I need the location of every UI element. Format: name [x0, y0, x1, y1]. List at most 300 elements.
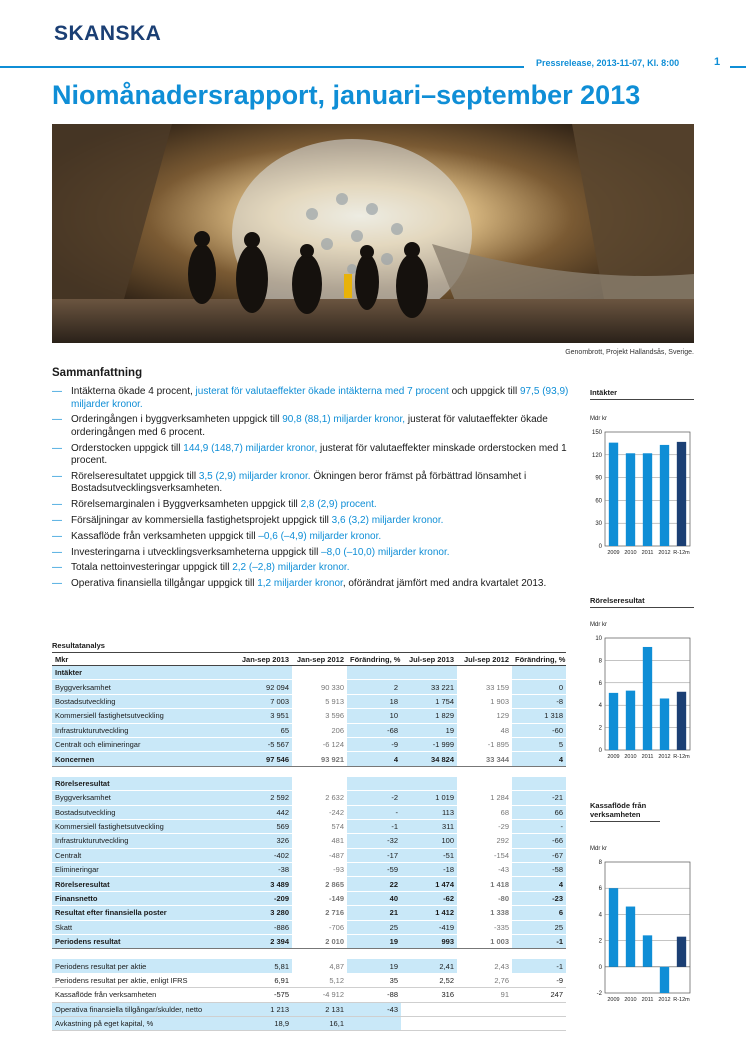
table-cell [52, 766, 236, 776]
table-row [52, 694, 566, 708]
bullet-text: Orderstocken uppgick till [71, 442, 184, 454]
bullet-text: Operativa finansiella tillgångar uppgick till [71, 578, 258, 590]
table-cell: Koncernen [52, 752, 236, 766]
x-tick-label: 2012 [658, 997, 671, 1002]
table-cell [512, 766, 566, 776]
y-tick-label: 30 [595, 521, 602, 528]
table-cell: 326 [236, 834, 292, 848]
table-row [52, 973, 566, 987]
table-cell: 1 003 [457, 935, 512, 949]
tunnel-photo-illustration [52, 124, 694, 343]
table-cell: 4 [512, 752, 566, 766]
table-cell: 3 489 [236, 877, 292, 891]
table-cell: -58 [512, 863, 566, 877]
table-cell [401, 776, 457, 790]
table-cell: 92 094 [236, 680, 292, 694]
chart-title: Intäkter [590, 388, 694, 400]
table-cell: Bostadsutveckling [52, 805, 236, 819]
table-cell [292, 766, 347, 776]
x-tick-label: 2012 [658, 754, 671, 760]
summary-bullet [52, 547, 572, 560]
table-cell: 91 [457, 988, 512, 1002]
x-tick-label: R-12m [673, 997, 690, 1002]
operating-income-chart-plot [590, 608, 694, 763]
table-cell: 5,81 [236, 959, 292, 973]
x-tick-label: 2010 [624, 550, 637, 556]
table-cell: 21 [347, 906, 401, 920]
table-cell: 19 [401, 723, 457, 737]
table-cell [457, 776, 512, 790]
table-cell: -18 [401, 863, 457, 877]
summary-bullet [52, 578, 572, 591]
x-tick-label: 2009 [607, 997, 620, 1002]
table-cell [512, 666, 566, 680]
table-cell: Bostadsutveckling [52, 694, 236, 708]
table-cell [52, 949, 236, 959]
table-cell: 1 829 [401, 709, 457, 723]
table-title: Resultatanalys [52, 641, 105, 650]
y-tick-label: 150 [591, 430, 602, 436]
chart-bar [677, 692, 686, 750]
table-cell: 90 330 [292, 680, 347, 694]
table-cell: 3 951 [236, 709, 292, 723]
table-cell: 2,76 [457, 973, 512, 987]
table-cell: Elimineringar [52, 863, 236, 877]
table-cell: 4 [512, 877, 566, 891]
table-cell: Operativa finansiella tillgångar/skulder, netto [52, 1002, 236, 1016]
table-row [52, 935, 566, 949]
summary-heading: Sammanfattning [52, 367, 143, 379]
table-cell: 2 131 [292, 1002, 347, 1016]
x-tick-label: 2011 [641, 997, 654, 1002]
table-row [52, 805, 566, 819]
table-cell: 66 [512, 805, 566, 819]
table-cell: Rörelseresultat [52, 877, 236, 891]
column-header: Förändring, % [512, 653, 566, 666]
table-cell: 19 [347, 935, 401, 949]
table-cell: 1 418 [457, 877, 512, 891]
table-cell: Rörelseresultat [52, 776, 236, 790]
table-row [52, 680, 566, 694]
table-cell [457, 666, 512, 680]
bullet-text: Kassaflöde från verksamheten uppgick till [71, 530, 259, 542]
header-rule-right [730, 66, 746, 68]
bullet-dash-icon: — [52, 386, 62, 397]
table-cell: 97 546 [236, 752, 292, 766]
table-cell: 316 [401, 988, 457, 1002]
table-cell [292, 776, 347, 790]
chart-bar [609, 888, 618, 967]
summary-bullet [52, 562, 572, 575]
chart-bar [609, 693, 618, 750]
table-cell: 33 221 [401, 680, 457, 694]
bullet-dash-icon: — [52, 530, 62, 542]
y-axis-label: Mdr kr [590, 846, 607, 852]
table-cell: -51 [401, 848, 457, 862]
chart-bar [677, 937, 686, 967]
table-cell: 2 632 [292, 791, 347, 805]
table-cell: Skatt [52, 920, 236, 934]
chart-bar [643, 647, 652, 750]
table-row [52, 791, 566, 805]
table-cell: 33 159 [457, 680, 512, 694]
table-cell: Byggverksamhet [52, 680, 236, 694]
bullet-dash-icon: — [52, 562, 62, 574]
bullet-highlight: 3,5 (2,9) miljarder kronor. [198, 470, 311, 482]
photo-caption: Genombrott, Projekt Hallandsås, Sverige. [565, 349, 694, 356]
table-cell: -6 124 [292, 737, 347, 751]
table-cell: Periodens resultat per aktie, enligt IFRS [52, 973, 236, 987]
operating-income-chart [590, 596, 694, 763]
bullet-text: justerat för valutaeffekter minskade orderstocken med 1 procent. [71, 442, 567, 467]
chart-bar [660, 445, 669, 546]
table-cell: 1 474 [401, 877, 457, 891]
bullet-text: Ökningen beror främst på förbättrad lönsamhet i Bostadsutvecklingsverksamheten. [71, 470, 527, 495]
table-cell: 569 [236, 819, 292, 833]
chart-title: Kassaflöde från verksamheten [590, 801, 660, 822]
table-cell: 100 [401, 834, 457, 848]
revenue-chart-plot [590, 400, 694, 560]
table-cell: 1 213 [236, 1002, 292, 1016]
bullet-highlight: justerat för valutaeffekter ökade intäkterna med 7 procent [195, 386, 449, 397]
table-cell: 292 [457, 834, 512, 848]
table-cell: 1 318 [512, 709, 566, 723]
table-cell: 5 913 [292, 694, 347, 708]
y-axis-label: Mdr kr [590, 416, 607, 422]
page-title: Niomånadersrapport, januari–september 2013 [52, 80, 641, 110]
table-row [52, 949, 566, 959]
table-cell: 5 [512, 737, 566, 751]
table-cell [457, 1002, 512, 1016]
bullet-highlight: 144,9 (148,7) miljarder kronor, [183, 442, 318, 454]
table-cell: 2 010 [292, 935, 347, 949]
table-cell: - [512, 819, 566, 833]
table-cell: -575 [236, 988, 292, 1002]
table-cell: -80 [457, 891, 512, 905]
table-cell: -67 [512, 848, 566, 862]
x-tick-label: R-12m [673, 550, 690, 556]
table-cell: -66 [512, 834, 566, 848]
bullet-dash-icon: — [52, 470, 62, 482]
summary-bullet [52, 471, 572, 496]
cash-flow-chart-plot [590, 822, 694, 1002]
chart-bar [677, 442, 686, 546]
table-cell: - [347, 805, 401, 819]
table-cell: Kommersiell fastighetsutveckling [52, 819, 236, 833]
bullet-text: och uppgick till [448, 386, 520, 397]
table-cell [292, 949, 347, 959]
y-tick-label: 6 [598, 886, 602, 893]
table-cell: -9 [347, 737, 401, 751]
table-cell: Centralt och elimineringar [52, 737, 236, 751]
table-cell: 4,87 [292, 959, 347, 973]
summary-bullet [52, 386, 572, 411]
table-cell: 1 338 [457, 906, 512, 920]
y-tick-label: 0 [598, 544, 602, 550]
chart-bar [626, 691, 635, 750]
chart-bar [609, 443, 618, 546]
table-cell: Avkastning på eget kapital, % [52, 1016, 236, 1030]
table-cell [512, 776, 566, 790]
table-row [52, 920, 566, 934]
table-cell: Finansnetto [52, 891, 236, 905]
y-axis-label: Mdr kr [590, 622, 607, 628]
table-row [52, 834, 566, 848]
table-cell: 6,91 [236, 973, 292, 987]
bullet-dash-icon: — [52, 499, 62, 511]
table-row [52, 766, 566, 776]
table-cell: -9 [512, 973, 566, 987]
bullet-text: , oförändrat jämfört med andra kvartalet 2013. [342, 578, 547, 590]
y-tick-label: 90 [595, 475, 602, 482]
summary-list [52, 386, 572, 594]
table-cell [457, 1016, 512, 1030]
table-row [52, 988, 566, 1002]
table-cell: 3 280 [236, 906, 292, 920]
table-cell [401, 766, 457, 776]
table-cell: Infrastrukturutveckling [52, 723, 236, 737]
table-header-row [52, 653, 566, 666]
column-header: Förändring, % [347, 653, 401, 666]
table-cell: -487 [292, 848, 347, 862]
table-cell [236, 949, 292, 959]
table-cell: -23 [512, 891, 566, 905]
table-row [52, 819, 566, 833]
table-cell: 2 865 [292, 877, 347, 891]
table-cell: -1 999 [401, 737, 457, 751]
table-cell: 18 [347, 694, 401, 708]
x-tick-label: 2012 [658, 550, 671, 556]
summary-bullet [52, 499, 572, 512]
table-cell: Centralt [52, 848, 236, 862]
column-header: Jan-sep 2013 [236, 653, 292, 666]
table-cell [512, 1016, 566, 1030]
y-tick-label: 6 [598, 680, 602, 687]
table-row [52, 666, 566, 680]
table-cell: Infrastrukturutveckling [52, 834, 236, 848]
table-cell [347, 666, 401, 680]
table-cell: Byggverksamhet [52, 791, 236, 805]
table-cell: 2,43 [457, 959, 512, 973]
table-cell [512, 949, 566, 959]
chart-title: Rörelseresultat [590, 596, 694, 608]
x-tick-label: 2009 [607, 754, 620, 760]
table-cell [347, 1016, 401, 1030]
table-row [52, 752, 566, 766]
table-row [52, 1002, 566, 1016]
tunnel-photo [52, 124, 694, 343]
table-cell: -149 [292, 891, 347, 905]
bullet-highlight: 1,2 miljarder kronor [257, 578, 343, 590]
table-row [52, 891, 566, 905]
y-tick-label: 120 [591, 452, 602, 459]
table-cell [401, 666, 457, 680]
table-cell: 1 284 [457, 791, 512, 805]
table-cell: 18,9 [236, 1016, 292, 1030]
x-tick-label: 2009 [607, 550, 620, 556]
table-cell: -8 [512, 694, 566, 708]
table-cell: -17 [347, 848, 401, 862]
table-cell: -1 [512, 959, 566, 973]
table-cell: 25 [347, 920, 401, 934]
y-tick-label: 8 [598, 860, 602, 866]
table-cell: Periodens resultat per aktie [52, 959, 236, 973]
x-tick-label: 2011 [641, 550, 654, 556]
table-cell: 1 754 [401, 694, 457, 708]
table-cell: 2 592 [236, 791, 292, 805]
table-cell: 442 [236, 805, 292, 819]
bullet-dash-icon: — [52, 442, 62, 454]
table-cell [457, 949, 512, 959]
table-row [52, 906, 566, 920]
table-cell: -1 [512, 935, 566, 949]
table-cell: 16,1 [292, 1016, 347, 1030]
summary-bullet [52, 414, 572, 439]
table-cell: 19 [347, 959, 401, 973]
y-tick-label: -2 [596, 991, 602, 997]
table-cell [292, 666, 347, 680]
table-cell: 65 [236, 723, 292, 737]
table-cell [401, 1016, 457, 1030]
table-row [52, 1016, 566, 1030]
x-tick-label: 2011 [641, 754, 654, 760]
table-cell: -93 [292, 863, 347, 877]
table-cell: 6 [512, 906, 566, 920]
table-cell: -1 895 [457, 737, 512, 751]
x-tick-label: R-12m [673, 754, 690, 760]
table-cell: -335 [457, 920, 512, 934]
bullet-text: Rörelsemarginalen i Byggverksamheten uppgick till [71, 499, 301, 511]
table-cell: 1 903 [457, 694, 512, 708]
table-cell [512, 1002, 566, 1016]
table-cell [347, 776, 401, 790]
table-cell: -88 [347, 988, 401, 1002]
bullet-text: Intäkterna ökade 4 procent, [71, 386, 196, 397]
x-tick-label: 2010 [624, 997, 637, 1002]
table-cell: 2,41 [401, 959, 457, 973]
table-cell: -242 [292, 805, 347, 819]
table-cell: 206 [292, 723, 347, 737]
page-number: 1 [714, 56, 721, 68]
column-header: Mkr [52, 653, 236, 666]
press-release-meta: Pressrelease, 2013-11-07, Kl. 8:00 [536, 58, 680, 68]
table-cell: 1 412 [401, 906, 457, 920]
bullet-text: justerat för valutaeffekter ökade orderingången med 6 procent. [71, 414, 548, 438]
table-cell: -21 [512, 791, 566, 805]
table-cell: 1 019 [401, 791, 457, 805]
summary-bullet [52, 443, 572, 468]
table-cell: 34 824 [401, 752, 457, 766]
chart-bar [626, 907, 635, 967]
table-cell: Kassaflöde från verksamheten [52, 988, 236, 1002]
table-cell: 2,52 [401, 973, 457, 987]
bullet-highlight: 3,6 (3,2) miljarder kronor. [331, 514, 444, 526]
bullet-dash-icon: — [52, 546, 62, 558]
table-cell: -29 [457, 819, 512, 833]
bullet-text: Orderingången i byggverksamheten uppgick till [71, 414, 283, 426]
results-table [52, 652, 566, 1031]
table-cell: 68 [457, 805, 512, 819]
bullet-highlight: –0,6 (–4,9) miljarder kronor. [258, 530, 382, 542]
bullet-text: Rörelseresultatet uppgick till [71, 470, 199, 482]
table-cell: 48 [457, 723, 512, 737]
bullet-highlight: 97,5 (93,9) miljarder kronor. [71, 386, 569, 410]
table-row [52, 723, 566, 737]
table-cell: 247 [512, 988, 566, 1002]
cash-flow-chart [590, 801, 694, 1002]
table-cell: 4 [347, 752, 401, 766]
table-cell [236, 776, 292, 790]
table-cell: -62 [401, 891, 457, 905]
table-cell: -1 [347, 819, 401, 833]
table-cell: -2 [347, 791, 401, 805]
table-cell [457, 766, 512, 776]
bullet-dash-icon: — [52, 514, 62, 526]
table-cell: 311 [401, 819, 457, 833]
bullet-highlight: –8,0 (–10,0) miljarder kronor. [321, 546, 450, 558]
table-cell: 993 [401, 935, 457, 949]
table-cell: 129 [457, 709, 512, 723]
bullet-text: Försäljningar av kommersiella fastighetsprojekt uppgick till [71, 514, 332, 526]
column-header: Jul-sep 2013 [401, 653, 457, 666]
bullet-text: Totala nettoinvesteringar uppgick till [71, 562, 233, 574]
table-cell [401, 949, 457, 959]
table-cell: 93 921 [292, 752, 347, 766]
y-tick-label: 60 [595, 498, 602, 505]
summary-bullet [52, 531, 572, 544]
summary-bullet [52, 515, 572, 528]
column-header: Jan-sep 2012 [292, 653, 347, 666]
table-cell: -5 567 [236, 737, 292, 751]
table-cell [347, 949, 401, 959]
bullet-dash-icon: — [52, 414, 62, 426]
table-cell: -43 [457, 863, 512, 877]
y-tick-label: 8 [598, 658, 602, 665]
table-cell: 0 [512, 680, 566, 694]
table-cell: 2 394 [236, 935, 292, 949]
y-tick-label: 2 [598, 725, 602, 732]
table-cell: 574 [292, 819, 347, 833]
y-tick-label: 4 [598, 703, 602, 710]
y-tick-label: 2 [598, 938, 602, 945]
table-cell: 2 716 [292, 906, 347, 920]
bullet-highlight: 90,8 (88,1) miljarder kronor, [282, 414, 406, 426]
y-tick-label: 4 [598, 912, 602, 919]
table-row [52, 863, 566, 877]
table-row [52, 848, 566, 862]
table-cell: -68 [347, 723, 401, 737]
y-tick-label: 10 [595, 636, 602, 642]
table-cell: -43 [347, 1002, 401, 1016]
bullet-text: Investeringarna i utvecklingsverksamheterna uppgick till [71, 546, 322, 558]
table-cell: -38 [236, 863, 292, 877]
table-cell: 3 596 [292, 709, 347, 723]
table-cell: 40 [347, 891, 401, 905]
company-logo: SKANSKA [54, 22, 162, 45]
column-header: Jul-sep 2012 [457, 653, 512, 666]
table-cell: Kommersiell fastighetsutveckling [52, 709, 236, 723]
table-cell: -60 [512, 723, 566, 737]
table-cell: 2 [347, 680, 401, 694]
table-cell: -419 [401, 920, 457, 934]
table-cell: -209 [236, 891, 292, 905]
chart-bar [626, 453, 635, 546]
table-cell: 35 [347, 973, 401, 987]
chart-bar [660, 967, 669, 993]
table-cell: -706 [292, 920, 347, 934]
bullet-highlight: 2,8 (2,9) procent. [300, 499, 377, 511]
bullet-dash-icon: — [52, 578, 62, 590]
